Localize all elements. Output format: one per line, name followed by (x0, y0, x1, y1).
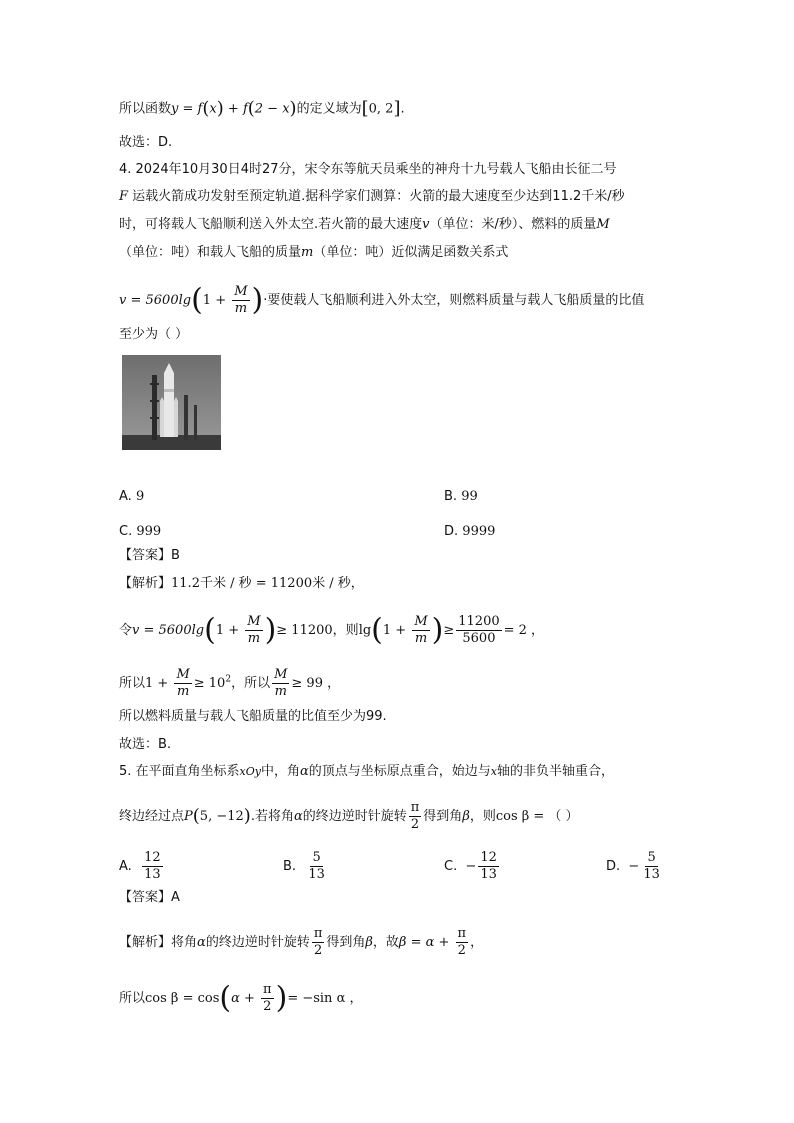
q5-analysis-line1: 【解析】将角α的终边逆时针旋转 $\frac{\pi}{2}$ 得到角β，故β = α + $\frac{\pi}{2}$ ， (119, 926, 484, 958)
text: （单位：米/秒）、燃料的质量 (429, 217, 597, 232)
arg: x (209, 101, 217, 117)
q4-analysis-line3: 所以1 + $\frac{M}{m}$ ≥ $10^2$，所以 $\frac{M}{m}$ ≥ 99 ， (119, 667, 341, 699)
q5-analysis-line2: 所以cos β = cos(α + $\frac{\pi}{2}$ )= −sin α ， (119, 980, 363, 1016)
fraction-M-over-m: $\frac{M}{m}$ (234, 284, 248, 316)
text: = (178, 101, 198, 117)
option-A[interactable]: A. 9 (119, 489, 145, 504)
prev-choice: 故选：D. (119, 135, 173, 150)
q5-line2: 终边经过点P(5, −12).若将角α的终边逆时针旋转 $\frac{\pi}{2}$ 得到角β，则cos β = （ ） (119, 800, 579, 832)
var-y: y (171, 101, 179, 117)
q4-line1: 4. 2024年10月30日4时27分，宋令东等航天员乘坐的神舟十九号载人飞船由长征二号 (119, 162, 617, 177)
option-D[interactable]: D. − $\frac{5}{13}$ (606, 850, 660, 882)
q4-line4 (119, 243, 508, 263)
text: （单位：吨）近似满足函数关系式 (313, 245, 509, 260)
option-C[interactable]: C. 999 (119, 524, 162, 539)
text: + (223, 101, 243, 117)
var-F: F (119, 189, 129, 204)
text: . (400, 101, 405, 117)
domain-conclusion-line: 所以函数y = f(x) + f(2 − x)的定义域为[0, 2]. (119, 98, 405, 119)
rocket-launch-image (122, 355, 221, 450)
q4-analysis-line4: 所以燃料质量与载人飞船质量的比值至少为99. (119, 709, 387, 724)
option-C[interactable]: C. − $\frac{12}{13}$ (444, 850, 497, 882)
text: ·要使载人飞船顺利进入外太空，则燃料质量与载人飞船质量的比值 (263, 293, 645, 308)
rocket-icon (122, 355, 221, 450)
func-f: f (242, 101, 248, 117)
text: 运载火箭成功发射至预定轨道.据科学家们测算：火箭的最大速度至少达到11.2千米/秒 (132, 189, 625, 204)
q4-choice: 故选：B. (119, 737, 172, 752)
func-f: f (197, 101, 203, 117)
q5-line1: 5. 在平面直角坐标系xOy中，角α的顶点与坐标原点重合，始边与x轴的非负半轴重合， (119, 764, 615, 779)
q4-answer: 【答案】B (119, 548, 180, 563)
var-v: v (422, 217, 430, 232)
var-M: M (596, 217, 610, 232)
q4-formula-line: v = 5600lg(1 + $\frac{M}{m}$ )·要使载人飞船顺利进入外太空，则燃料质量与载人飞船质量的比值 (119, 282, 645, 318)
option-A[interactable]: A. $\frac{12}{13}$ (119, 850, 161, 882)
text: 所以函数 (119, 101, 172, 117)
formula-lhs: v = 5600lg (119, 293, 192, 308)
q4-line2 (119, 187, 625, 207)
var-m: m (301, 245, 314, 260)
option-B[interactable]: B. 99 (444, 489, 478, 504)
q4-analysis-line2: 令v = 5600lg(1 + $\frac{M}{m}$ )≥ 11200，则lg(1 + $\frac{M}{m}$ )≥ $\frac{11200}{5600}$ = 2 ， (119, 612, 545, 648)
q4-line6: 至少为（ ） (119, 327, 189, 342)
q4-line3 (119, 215, 610, 235)
option-D[interactable]: D. 9999 (444, 524, 496, 539)
text: （单位：吨）和载人飞船的质量 (119, 245, 302, 260)
text: 时，可将载人飞船顺利送入外太空.若火箭的最大速度 (119, 217, 423, 232)
text: 的定义域为 (296, 101, 362, 117)
text: 1 + (202, 293, 231, 308)
q5-answer: 【答案】A (119, 890, 180, 905)
arg: 2 − x (254, 101, 290, 117)
q4-analysis-line1: 【解析】11.2千米 / 秒 = 11200米 / 秒， (119, 576, 364, 591)
option-B[interactable]: B. $\frac{5}{13}$ (283, 850, 325, 882)
interval: 0, 2 (368, 101, 394, 117)
